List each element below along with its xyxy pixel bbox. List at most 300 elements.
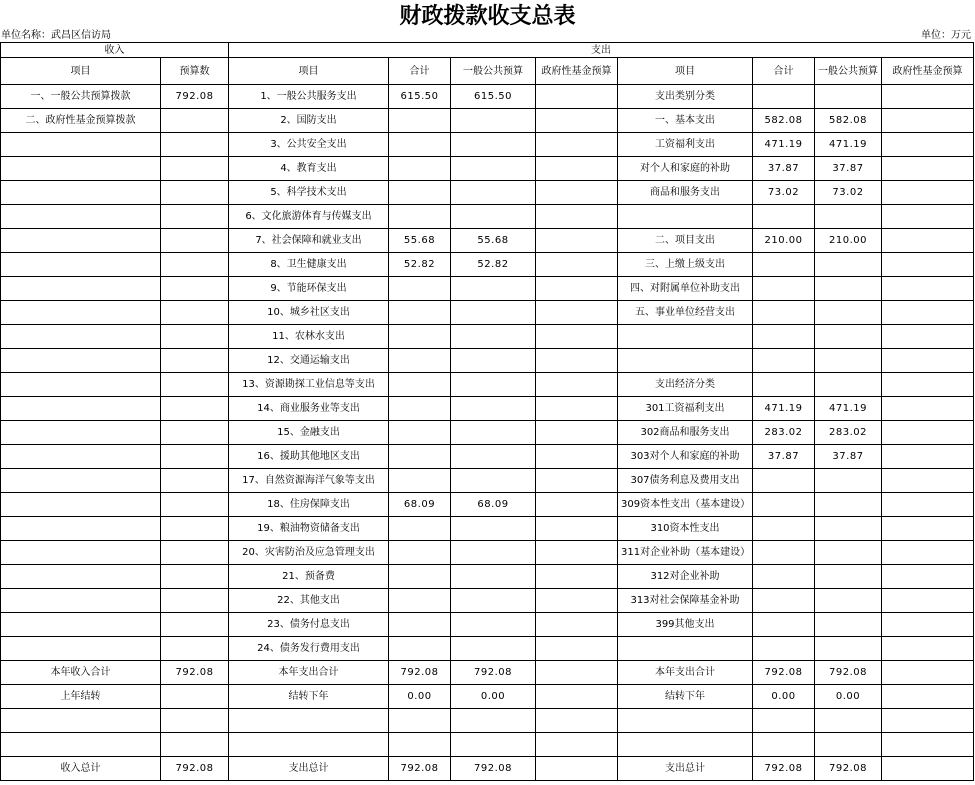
econ-item-cell: 支出总计	[618, 757, 753, 781]
func-total-cell: 55.68	[389, 229, 451, 253]
income-item-cell: 收入总计	[1, 757, 161, 781]
econ-general-cell: 210.00	[815, 229, 882, 253]
table-row	[1, 469, 974, 493]
income-budget-cell	[161, 277, 229, 301]
func-item-cell: 结转下年	[229, 685, 389, 709]
func-general-cell	[451, 589, 536, 613]
income-item-cell	[1, 613, 161, 637]
func-total-cell: 792.08	[389, 661, 451, 685]
econ-general-cell	[815, 517, 882, 541]
func-total-cell	[389, 709, 451, 733]
econ-gov-fund-cell	[882, 85, 974, 109]
income-item-cell	[1, 517, 161, 541]
table-row	[1, 709, 974, 733]
econ-item-cell: 商品和服务支出	[618, 181, 753, 205]
func-gov-fund-cell	[536, 637, 618, 661]
func-general-cell	[451, 541, 536, 565]
income-budget-cell	[161, 493, 229, 517]
econ-general-cell: 73.02	[815, 181, 882, 205]
func-gov-fund-cell	[536, 517, 618, 541]
income-item-cell	[1, 301, 161, 325]
income-budget-cell: 792.08	[161, 661, 229, 685]
func-general-cell	[451, 325, 536, 349]
table-row	[1, 181, 974, 205]
income-item-cell	[1, 709, 161, 733]
table-row	[1, 685, 974, 709]
func-item-cell: 13、资源勘探工业信息等支出	[229, 373, 389, 397]
income-item-cell	[1, 565, 161, 589]
income-item-cell	[1, 493, 161, 517]
econ-total-cell: 0.00	[753, 685, 815, 709]
income-item-cell	[1, 349, 161, 373]
econ-total-cell	[753, 493, 815, 517]
income-budget-cell	[161, 325, 229, 349]
econ-total-cell	[753, 733, 815, 757]
func-general-cell	[451, 613, 536, 637]
econ-item-cell: 五、事业单位经营支出	[618, 301, 753, 325]
func-general-cell: 615.50	[451, 85, 536, 109]
func-gov-fund-cell	[536, 709, 618, 733]
func-item-cell: 20、灾害防治及应急管理支出	[229, 541, 389, 565]
table-row	[1, 397, 974, 421]
func-general-cell: 68.09	[451, 493, 536, 517]
func-item-cell: 24、债务发行费用支出	[229, 637, 389, 661]
econ-gov-fund-cell	[882, 421, 974, 445]
econ-item-cell: 399其他支出	[618, 613, 753, 637]
econ-gov-fund-cell	[882, 445, 974, 469]
func-general-header: 一般公共预算	[451, 58, 536, 85]
econ-item-cell: 312对企业补助	[618, 565, 753, 589]
econ-general-cell: 582.08	[815, 109, 882, 133]
func-gov-fund-cell	[536, 421, 618, 445]
func-gov-fund-header: 政府性基金预算	[536, 58, 618, 85]
income-budget-cell	[161, 565, 229, 589]
econ-general-cell: 792.08	[815, 757, 882, 781]
table-row	[1, 301, 974, 325]
table-row	[1, 421, 974, 445]
func-item-cell	[229, 733, 389, 757]
econ-item-cell: 302商品和服务支出	[618, 421, 753, 445]
func-total-cell	[389, 133, 451, 157]
income-item-cell	[1, 181, 161, 205]
table-row	[1, 565, 974, 589]
econ-general-cell	[815, 733, 882, 757]
econ-item-cell	[618, 325, 753, 349]
page-title: 财政拨款收支总表	[399, 3, 576, 29]
econ-gov-fund-cell	[882, 493, 974, 517]
income-budget-cell	[161, 157, 229, 181]
func-general-cell	[451, 397, 536, 421]
income-item-cell	[1, 589, 161, 613]
income-item-cell	[1, 373, 161, 397]
income-item-cell	[1, 133, 161, 157]
econ-total-cell: 283.02	[753, 421, 815, 445]
econ-item-cell	[618, 637, 753, 661]
econ-total-cell	[753, 301, 815, 325]
econ-gov-fund-cell	[882, 277, 974, 301]
econ-item-cell	[618, 709, 753, 733]
table-row	[1, 613, 974, 637]
econ-item-cell: 工资福利支出	[618, 133, 753, 157]
func-gov-fund-cell	[536, 733, 618, 757]
func-total-cell	[389, 517, 451, 541]
func-gov-fund-cell	[536, 133, 618, 157]
econ-gov-fund-cell	[882, 637, 974, 661]
econ-item-cell: 结转下年	[618, 685, 753, 709]
func-item-cell: 16、援助其他地区支出	[229, 445, 389, 469]
func-gov-fund-cell	[536, 757, 618, 781]
table-row	[1, 637, 974, 661]
func-gov-fund-cell	[536, 445, 618, 469]
econ-general-cell	[815, 373, 882, 397]
income-item-cell	[1, 469, 161, 493]
econ-total-cell	[753, 541, 815, 565]
income-item-cell	[1, 541, 161, 565]
func-general-cell: 52.82	[451, 253, 536, 277]
econ-total-cell: 792.08	[753, 757, 815, 781]
table-row	[1, 133, 974, 157]
income-budget-cell	[161, 133, 229, 157]
econ-total-cell	[753, 85, 815, 109]
econ-item-cell: 本年支出合计	[618, 661, 753, 685]
econ-total-cell	[753, 349, 815, 373]
func-item-cell: 6、文化旅游体育与传媒支出	[229, 205, 389, 229]
func-gov-fund-cell	[536, 589, 618, 613]
income-budget-header: 预算数	[161, 58, 229, 85]
income-item-cell: 本年收入合计	[1, 661, 161, 685]
econ-item-cell	[618, 205, 753, 229]
econ-total-cell: 73.02	[753, 181, 815, 205]
func-gov-fund-cell	[536, 469, 618, 493]
econ-general-cell	[815, 637, 882, 661]
income-item-cell	[1, 205, 161, 229]
econ-gov-fund-cell	[882, 301, 974, 325]
econ-gov-fund-cell	[882, 109, 974, 133]
econ-gov-fund-cell	[882, 397, 974, 421]
func-gov-fund-cell	[536, 661, 618, 685]
func-item-cell: 本年支出合计	[229, 661, 389, 685]
econ-total-cell: 471.19	[753, 397, 815, 421]
econ-gov-fund-cell	[882, 613, 974, 637]
func-general-cell	[451, 373, 536, 397]
econ-gov-fund-cell	[882, 133, 974, 157]
func-gov-fund-cell	[536, 493, 618, 517]
econ-general-cell	[815, 277, 882, 301]
econ-general-cell	[815, 349, 882, 373]
income-budget-cell	[161, 349, 229, 373]
income-budget-cell	[161, 301, 229, 325]
unit-name-label: 单位名称：武昌区信访局	[1, 30, 111, 41]
econ-general-cell	[815, 469, 882, 493]
table-row	[1, 733, 974, 757]
econ-total-cell	[753, 589, 815, 613]
func-gov-fund-cell	[536, 685, 618, 709]
econ-gov-fund-cell	[882, 325, 974, 349]
func-general-cell	[451, 709, 536, 733]
econ-general-cell: 792.08	[815, 661, 882, 685]
func-total-cell	[389, 397, 451, 421]
func-general-cell	[451, 733, 536, 757]
table-row	[1, 589, 974, 613]
econ-item-cell: 一、基本支出	[618, 109, 753, 133]
func-total-cell	[389, 349, 451, 373]
table-row	[1, 493, 974, 517]
func-total-cell: 0.00	[389, 685, 451, 709]
income-budget-cell	[161, 709, 229, 733]
func-gov-fund-cell	[536, 181, 618, 205]
econ-total-cell: 37.87	[753, 445, 815, 469]
func-general-cell: 792.08	[451, 757, 536, 781]
econ-item-cell	[618, 349, 753, 373]
func-item-cell: 14、商业服务业等支出	[229, 397, 389, 421]
econ-general-cell: 37.87	[815, 445, 882, 469]
func-general-cell	[451, 301, 536, 325]
econ-general-cell: 37.87	[815, 157, 882, 181]
econ-item-cell: 四、对附属单位补助支出	[618, 277, 753, 301]
income-item-cell: 二、政府性基金预算拨款	[1, 109, 161, 133]
func-item-cell: 12、交通运输支出	[229, 349, 389, 373]
func-item-cell: 9、节能环保支出	[229, 277, 389, 301]
income-budget-cell	[161, 517, 229, 541]
econ-total-cell	[753, 373, 815, 397]
income-budget-cell	[161, 541, 229, 565]
func-total-cell	[389, 733, 451, 757]
income-item-cell	[1, 229, 161, 253]
func-total-cell: 792.08	[389, 757, 451, 781]
func-item-cell: 17、自然资源海洋气象等支出	[229, 469, 389, 493]
func-general-cell: 55.68	[451, 229, 536, 253]
econ-gov-fund-cell	[882, 589, 974, 613]
econ-item-cell: 311对企业补助（基本建设）	[618, 541, 753, 565]
func-gov-fund-cell	[536, 325, 618, 349]
income-budget-cell	[161, 229, 229, 253]
func-general-cell	[451, 445, 536, 469]
func-general-cell	[451, 157, 536, 181]
func-total-cell	[389, 541, 451, 565]
econ-general-cell	[815, 301, 882, 325]
income-item-cell	[1, 637, 161, 661]
func-general-cell	[451, 277, 536, 301]
func-item-cell: 18、住房保障支出	[229, 493, 389, 517]
income-budget-cell	[161, 373, 229, 397]
table-row	[1, 373, 974, 397]
econ-total-cell	[753, 517, 815, 541]
func-total-cell	[389, 277, 451, 301]
column-header-row	[1, 58, 974, 85]
econ-item-cell: 301工资福利支出	[618, 397, 753, 421]
econ-general-cell	[815, 613, 882, 637]
func-item-header: 项目	[229, 58, 389, 85]
func-gov-fund-cell	[536, 109, 618, 133]
econ-general-cell: 471.19	[815, 397, 882, 421]
func-item-cell: 5、科学技术支出	[229, 181, 389, 205]
func-gov-fund-cell	[536, 205, 618, 229]
econ-total-cell: 37.87	[753, 157, 815, 181]
func-total-cell	[389, 445, 451, 469]
income-budget-cell: 792.08	[161, 757, 229, 781]
econ-gov-fund-cell	[882, 661, 974, 685]
econ-general-cell: 471.19	[815, 133, 882, 157]
func-gov-fund-cell	[536, 253, 618, 277]
func-gov-fund-cell	[536, 373, 618, 397]
table-row	[1, 517, 974, 541]
econ-gov-fund-cell	[882, 757, 974, 781]
func-item-cell: 19、粮油物资储备支出	[229, 517, 389, 541]
table-row	[1, 205, 974, 229]
func-item-cell: 11、农林水支出	[229, 325, 389, 349]
income-item-cell	[1, 277, 161, 301]
func-total-cell	[389, 589, 451, 613]
econ-total-cell	[753, 277, 815, 301]
func-item-cell: 15、金融支出	[229, 421, 389, 445]
table-row	[1, 109, 974, 133]
func-general-cell: 0.00	[451, 685, 536, 709]
func-total-cell	[389, 205, 451, 229]
econ-general-cell	[815, 589, 882, 613]
table-row	[1, 325, 974, 349]
econ-total-cell	[753, 709, 815, 733]
table-row	[1, 661, 974, 685]
income-budget-cell	[161, 181, 229, 205]
econ-item-cell: 二、项目支出	[618, 229, 753, 253]
econ-total-cell	[753, 325, 815, 349]
econ-gov-fund-cell	[882, 157, 974, 181]
income-section-header: 收入	[1, 43, 229, 58]
func-general-cell	[451, 517, 536, 541]
econ-gov-fund-cell	[882, 517, 974, 541]
econ-general-cell	[815, 325, 882, 349]
func-item-cell: 23、债务付息支出	[229, 613, 389, 637]
table-row	[1, 541, 974, 565]
econ-item-cell: 313对社会保障基金补助	[618, 589, 753, 613]
func-total-header: 合计	[389, 58, 451, 85]
econ-item-cell: 支出类别分类	[618, 85, 753, 109]
func-gov-fund-cell	[536, 157, 618, 181]
econ-item-header: 项目	[618, 58, 753, 85]
econ-general-cell	[815, 205, 882, 229]
income-budget-cell	[161, 733, 229, 757]
func-general-cell	[451, 205, 536, 229]
func-general-cell	[451, 109, 536, 133]
func-gov-fund-cell	[536, 397, 618, 421]
econ-gov-fund-cell	[882, 229, 974, 253]
econ-total-cell: 792.08	[753, 661, 815, 685]
econ-gov-fund-cell	[882, 205, 974, 229]
func-item-cell: 支出总计	[229, 757, 389, 781]
econ-general-cell	[815, 709, 882, 733]
table-row	[1, 445, 974, 469]
func-general-cell	[451, 349, 536, 373]
econ-gov-fund-header: 政府性基金预算	[882, 58, 974, 85]
table-row	[1, 253, 974, 277]
func-item-cell: 3、公共安全支出	[229, 133, 389, 157]
income-budget-cell	[161, 397, 229, 421]
func-general-cell	[451, 181, 536, 205]
income-budget-cell	[161, 613, 229, 637]
func-general-cell	[451, 133, 536, 157]
func-gov-fund-cell	[536, 541, 618, 565]
econ-item-cell: 支出经济分类	[618, 373, 753, 397]
func-item-cell: 8、卫生健康支出	[229, 253, 389, 277]
unit-label: 单位：万元	[921, 30, 971, 41]
func-gov-fund-cell	[536, 85, 618, 109]
func-item-cell: 21、预备费	[229, 565, 389, 589]
table-row	[1, 157, 974, 181]
func-total-cell	[389, 181, 451, 205]
econ-total-cell	[753, 565, 815, 589]
econ-item-cell: 310资本性支出	[618, 517, 753, 541]
func-total-cell	[389, 469, 451, 493]
econ-total-cell: 471.19	[753, 133, 815, 157]
econ-item-cell: 303对个人和家庭的补助	[618, 445, 753, 469]
table-row	[1, 277, 974, 301]
econ-gov-fund-cell	[882, 469, 974, 493]
econ-item-cell	[618, 733, 753, 757]
econ-gov-fund-cell	[882, 685, 974, 709]
income-item-cell: 一、一般公共预算拨款	[1, 85, 161, 109]
income-budget-cell	[161, 421, 229, 445]
func-general-cell	[451, 565, 536, 589]
func-item-cell: 2、国防支出	[229, 109, 389, 133]
func-gov-fund-cell	[536, 301, 618, 325]
func-item-cell: 22、其他支出	[229, 589, 389, 613]
econ-gov-fund-cell	[882, 541, 974, 565]
econ-item-cell: 307债务利息及费用支出	[618, 469, 753, 493]
func-item-cell: 4、教育支出	[229, 157, 389, 181]
table-row	[1, 349, 974, 373]
econ-general-cell: 0.00	[815, 685, 882, 709]
func-total-cell	[389, 157, 451, 181]
func-item-cell: 1、一般公共服务支出	[229, 85, 389, 109]
budget-summary-table	[0, 42, 974, 781]
econ-general-cell	[815, 253, 882, 277]
expense-section-header: 支出	[229, 43, 974, 58]
econ-total-header: 合计	[753, 58, 815, 85]
econ-general-header: 一般公共预算	[815, 58, 882, 85]
econ-gov-fund-cell	[882, 565, 974, 589]
income-budget-cell	[161, 589, 229, 613]
func-total-cell	[389, 301, 451, 325]
econ-total-cell	[753, 469, 815, 493]
income-item-cell	[1, 445, 161, 469]
func-total-cell	[389, 565, 451, 589]
econ-item-cell: 对个人和家庭的补助	[618, 157, 753, 181]
income-budget-cell	[161, 637, 229, 661]
func-gov-fund-cell	[536, 613, 618, 637]
income-budget-cell	[161, 445, 229, 469]
func-gov-fund-cell	[536, 565, 618, 589]
func-general-cell	[451, 637, 536, 661]
econ-gov-fund-cell	[882, 253, 974, 277]
income-item-cell: 上年结转	[1, 685, 161, 709]
func-total-cell	[389, 613, 451, 637]
income-budget-cell: 792.08	[161, 85, 229, 109]
func-total-cell	[389, 637, 451, 661]
econ-general-cell	[815, 85, 882, 109]
income-item-cell	[1, 325, 161, 349]
income-budget-cell	[161, 253, 229, 277]
income-budget-cell	[161, 469, 229, 493]
section-header-row	[1, 43, 974, 58]
econ-gov-fund-cell	[882, 373, 974, 397]
econ-item-cell: 309资本性支出（基本建设）	[618, 493, 753, 517]
econ-total-cell	[753, 613, 815, 637]
func-total-cell	[389, 373, 451, 397]
table-row	[1, 757, 974, 781]
econ-gov-fund-cell	[882, 709, 974, 733]
econ-general-cell	[815, 565, 882, 589]
income-item-cell	[1, 397, 161, 421]
